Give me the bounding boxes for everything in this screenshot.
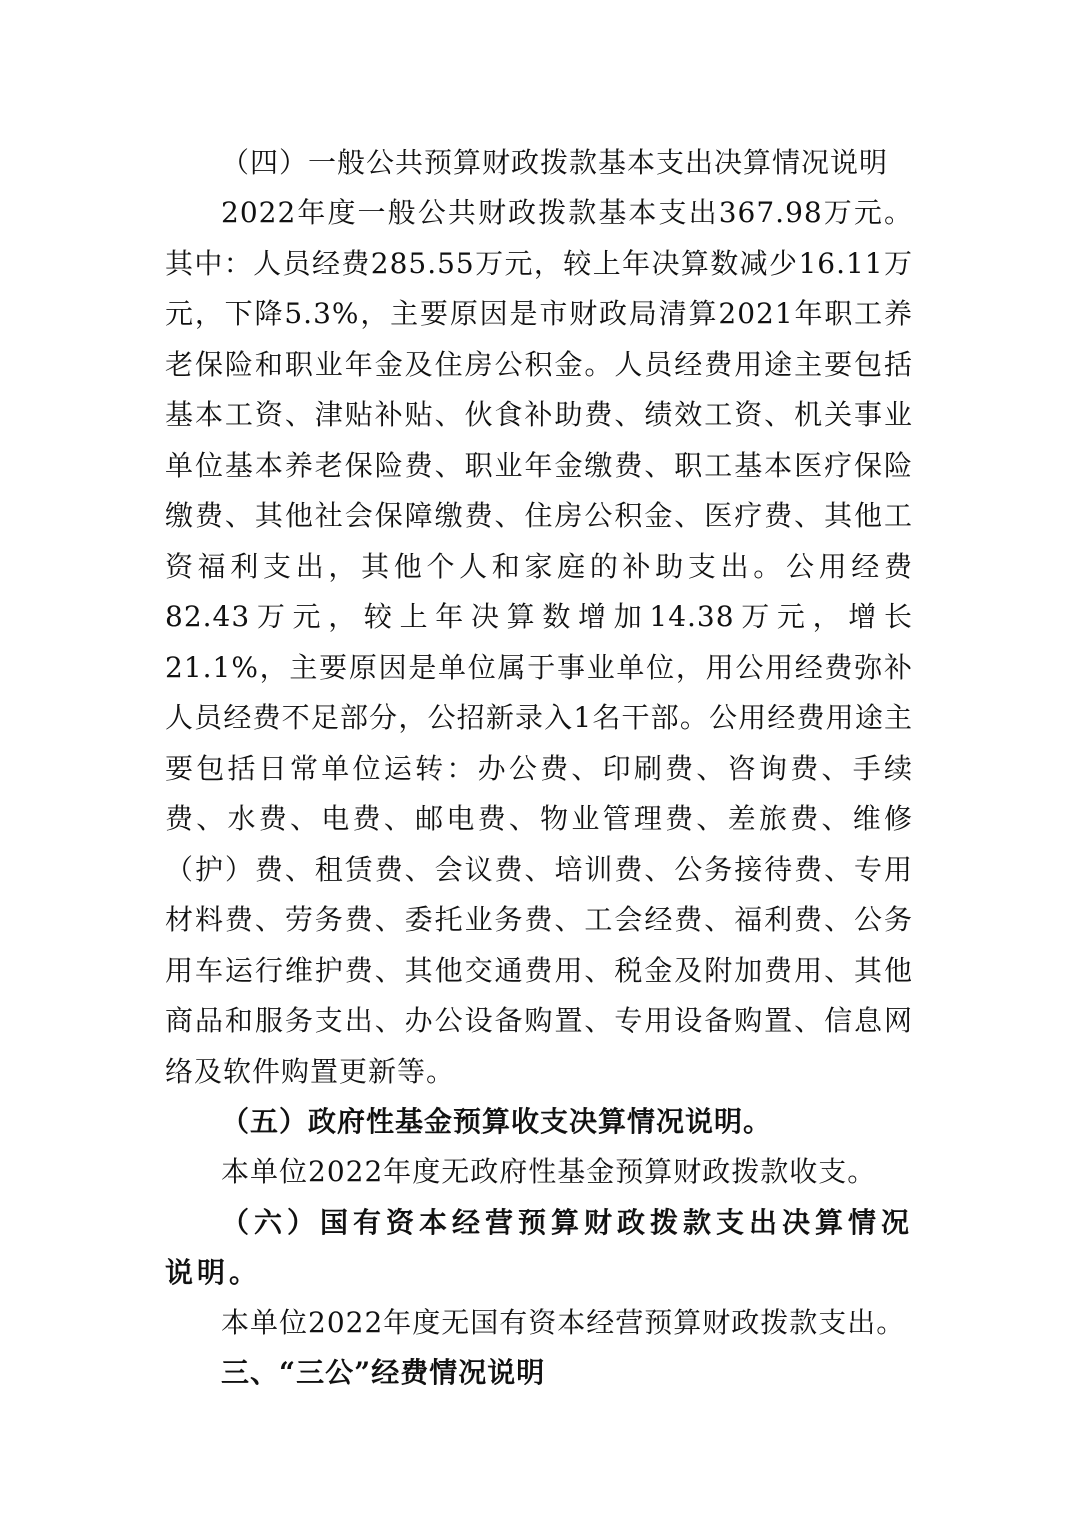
section-3-heading: 三、“三公”经费情况说明 xyxy=(221,1356,546,1389)
subsection-5-paragraph: 本单位2022年度无政府性基金预算财政拨款收支。 xyxy=(221,1155,877,1188)
subsection-6-paragraph: 本单位2022年度无国有资本经营预算财政拨款支出。 xyxy=(221,1305,906,1339)
subsection-4-heading: （四）一般公共预算财政拨款基本支出决算情况说明 xyxy=(221,146,889,179)
document-content xyxy=(165,138,913,1398)
subsection-5-heading: （五）政府性基金预算收支决算情况说明。 xyxy=(221,1105,773,1138)
subsection-4-paragraph: 2022年度一般公共财政拨款基本支出367.98万元。其中：人员经费285.55万元，较上年决算数减少16.11万元，下降5.3%，主要原因是市财政局清算2021年职工养老保险和职业年金及住房公积金。人员经费用途主要包括基本工资、津贴补贴、伙食补助费、绩效工资、机关事业单位基本养老保险费、职业年金缴费、职工基本医疗保险缴费、其他社会保障缴费、住房公积金、医疗费、其他工资福利支出，其他个人和家庭的补助支出。公用经费82.43万元，较上年决算数增加14.38万元，增长21.1%，主要原因是单位属于事业单位，用公用经费弥补人员经费不足部分，公招新录入1名干部。公用经费用途主要包括日常单位运转：办公费、印刷费、咨询费、手续费、水费、电费、邮电费、物业管理费、差旅费、维修（护）费、租赁费、会议费、培训费、公务接待费、专用材料费、劳务费、委托业务费、工会经费、福利费、公务用车运行维护费、其他交通费用、税金及附加费用、其他商品和服务支出、办公设备购置、专用设备购置、信息网络及软件购置更新等。 xyxy=(165,196,913,1088)
subsection-6-heading: （六）国有资本经营预算财政拨款支出决算情况说明。 xyxy=(165,1205,913,1289)
